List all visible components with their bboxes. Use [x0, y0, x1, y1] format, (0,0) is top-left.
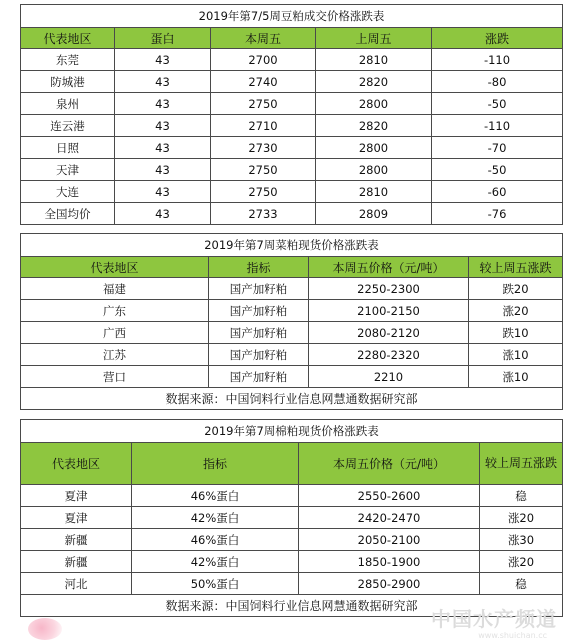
- table-cell: 1850-1900: [299, 551, 480, 573]
- table-cell: 2050-2100: [299, 529, 480, 551]
- table-row: [21, 300, 563, 322]
- table-cell: 2820: [316, 115, 432, 137]
- table-row: [21, 137, 563, 159]
- table-cell: -50: [432, 159, 563, 181]
- table-cell: 涨10: [469, 366, 563, 388]
- table-cell: -76: [432, 203, 563, 225]
- watermark-url: www.shuichan.cc: [478, 631, 547, 640]
- table-cell: 涨20: [480, 507, 563, 529]
- column-header: 代表地区: [21, 28, 115, 49]
- table-cell: 2809: [316, 203, 432, 225]
- column-header: 蛋白: [115, 28, 211, 49]
- table-cell: 国产加籽粕: [209, 344, 309, 366]
- table-cell: 43: [115, 137, 211, 159]
- table-cell: 国产加籽粕: [209, 322, 309, 344]
- table-cell: 大连: [21, 181, 115, 203]
- column-header: 代表地区: [21, 257, 209, 278]
- table-cell: 43: [115, 203, 211, 225]
- table-cell: 2700: [211, 49, 316, 71]
- data-source-note: 数据来源：中国饲料行业信息网慧通数据研究部: [21, 595, 563, 617]
- table-cell: 46%蛋白: [132, 529, 299, 551]
- table-cell: 46%蛋白: [132, 485, 299, 507]
- table-cell: 2820: [316, 71, 432, 93]
- table-row: [21, 159, 563, 181]
- table-cell: 国产加籽粕: [209, 278, 309, 300]
- table-cell: 全国均价: [21, 203, 115, 225]
- table-cell: 2850-2900: [299, 573, 480, 595]
- table-cell: 2750: [211, 93, 316, 115]
- column-header: 指标: [132, 443, 299, 485]
- table-cell: 防城港: [21, 71, 115, 93]
- table-cell: 国产加籽粕: [209, 366, 309, 388]
- table-cell: 2210: [309, 366, 469, 388]
- table-cell: 新疆: [21, 529, 132, 551]
- table-cell: -60: [432, 181, 563, 203]
- table-cell: 广东: [21, 300, 209, 322]
- table-row: [21, 203, 563, 225]
- table-cell: 2810: [316, 49, 432, 71]
- table-cell: 2800: [316, 159, 432, 181]
- table-title: 2019年第7周棉粕现货价格涨跌表: [21, 420, 563, 443]
- table-cell: 2750: [211, 181, 316, 203]
- table-cell: 2800: [316, 93, 432, 115]
- table-cell: 天津: [21, 159, 115, 181]
- table-title: 2019年第7/5周豆粕成交价格涨跌表: [21, 5, 563, 28]
- table-row: [21, 344, 563, 366]
- table-cell: 2810: [316, 181, 432, 203]
- table-row: [21, 507, 563, 529]
- column-header: 指标: [209, 257, 309, 278]
- table-cell: 43: [115, 71, 211, 93]
- column-header: 本周五价格（元/吨）: [309, 257, 469, 278]
- table-cell: 2100-2150: [309, 300, 469, 322]
- table-row: [21, 322, 563, 344]
- table-cell: 广西: [21, 322, 209, 344]
- soybean-meal-price-table: [20, 4, 563, 225]
- table-cell: 2420-2470: [299, 507, 480, 529]
- table-cell: 跌10: [469, 322, 563, 344]
- table-cell: -110: [432, 49, 563, 71]
- table-cell: 2733: [211, 203, 316, 225]
- table-row: [21, 181, 563, 203]
- table-cell: 新疆: [21, 551, 132, 573]
- table-cell: 2080-2120: [309, 322, 469, 344]
- table-cell: 稳: [480, 485, 563, 507]
- table-row: [21, 93, 563, 115]
- table-row: [21, 115, 563, 137]
- table-cell: 2710: [211, 115, 316, 137]
- table-row: [21, 49, 563, 71]
- table-cell: 涨10: [469, 344, 563, 366]
- table-row: [21, 573, 563, 595]
- table-row: [21, 278, 563, 300]
- table-cell: 河北: [21, 573, 132, 595]
- table-cell: -70: [432, 137, 563, 159]
- table-cell: 2800: [316, 137, 432, 159]
- table-cell: 2550-2600: [299, 485, 480, 507]
- table-cell: 日照: [21, 137, 115, 159]
- table-cell: 跌20: [469, 278, 563, 300]
- table-cell: 国产加籽粕: [209, 300, 309, 322]
- table-cell: 涨30: [480, 529, 563, 551]
- column-header: 本周五: [211, 28, 316, 49]
- table-cell: 东莞: [21, 49, 115, 71]
- table-cell: 43: [115, 49, 211, 71]
- table-cell: 50%蛋白: [132, 573, 299, 595]
- table-row: [21, 485, 563, 507]
- column-header: 本周五价格（元/吨）: [299, 443, 480, 485]
- table-cell: -80: [432, 71, 563, 93]
- table-cell: 2250-2300: [309, 278, 469, 300]
- table-cell: 43: [115, 93, 211, 115]
- table-cell: 42%蛋白: [132, 507, 299, 529]
- table-row: [21, 529, 563, 551]
- table-cell: 夏津: [21, 507, 132, 529]
- table-cell: 43: [115, 115, 211, 137]
- table-row: [21, 71, 563, 93]
- table-cell: 2280-2320: [309, 344, 469, 366]
- table-cell: 43: [115, 159, 211, 181]
- table-cell: 福建: [21, 278, 209, 300]
- table-title: 2019年第7周菜粕现货价格涨跌表: [21, 234, 563, 257]
- column-header: 涨跌: [432, 28, 563, 49]
- table-row: [21, 551, 563, 573]
- table-cell: 营口: [21, 366, 209, 388]
- table-cell: 43: [115, 181, 211, 203]
- table-cell: 涨20: [469, 300, 563, 322]
- data-source-note: 数据来源：中国饲料行业信息网慧通数据研究部: [21, 388, 563, 410]
- cottonseed-meal-price-table: [20, 419, 563, 617]
- table-cell: -50: [432, 93, 563, 115]
- table-cell: -110: [432, 115, 563, 137]
- table-cell: 连云港: [21, 115, 115, 137]
- column-header: 上周五: [316, 28, 432, 49]
- table-cell: 2750: [211, 159, 316, 181]
- table-cell: 夏津: [21, 485, 132, 507]
- decorative-logo-icon: [28, 618, 62, 640]
- table-row: [21, 366, 563, 388]
- rapeseed-meal-price-table: [20, 233, 563, 410]
- table-cell: 涨20: [480, 551, 563, 573]
- table-cell: 江苏: [21, 344, 209, 366]
- column-header: 代表地区: [21, 443, 132, 485]
- table-cell: 42%蛋白: [132, 551, 299, 573]
- watermark-text: 中国水产频道: [431, 607, 557, 631]
- table-cell: 2740: [211, 71, 316, 93]
- table-cell: 2730: [211, 137, 316, 159]
- table-cell: 稳: [480, 573, 563, 595]
- column-header: 较上周五涨跌: [480, 443, 563, 485]
- table-cell: 泉州: [21, 93, 115, 115]
- column-header: 较上周五涨跌: [469, 257, 563, 278]
